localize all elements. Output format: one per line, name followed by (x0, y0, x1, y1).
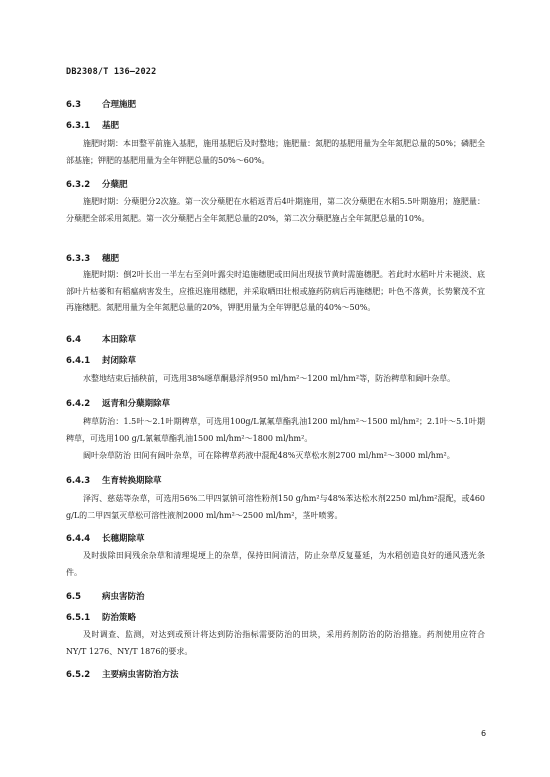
paragraph-transition-weeding: 泽泻、慈菇等杂草，可选用56%二甲四氯钠可溶性粉剂150 g/hm²与48%苯达松水剂2250 ml/hm²混配，或460 g/L的二甲四氯灭草松可溶性液剂2000 ml/hm²～2500 ml/hm²，茎叶喷雾。 (66, 494, 485, 520)
section-number: 6.3 (66, 100, 82, 110)
document-code: DB2308/T 136—2022 (66, 67, 157, 77)
section-number: 6.3.3 (66, 254, 91, 264)
section-heading-6-4-4 (66, 532, 145, 544)
section-title: 本田除草 (102, 335, 137, 345)
section-title: 封闭除草 (102, 356, 137, 366)
section-title: 主要病虫害防治方法 (102, 670, 179, 680)
paragraph-basal-fertilizer: 施肥时期：本田整平前施入基肥，施用基肥后及时整地；施肥量：氮肥的基肥用量为全年氮肥总量的50%；磷肥全部基施；钾肥的基肥用量为全年钾肥总量的50%～60%。 (66, 139, 485, 165)
section-number: 6.5.1 (66, 613, 91, 623)
page-number: 6 (481, 729, 487, 738)
section-number: 6.4.2 (66, 399, 91, 409)
section-heading-6-5-2 (66, 668, 179, 680)
section-heading-6-3-1 (66, 119, 119, 131)
paragraph-tillering-fertilizer: 施肥时期：分蘖肥分2次施。第一次分蘖肥在水稻返青后4叶期施用，第二次分蘖肥在水稻5.5叶期施用；施肥量：分蘖肥全部采用氮肥。第一次分蘖肥占全年氮肥总量的20%，第二次分蘖肥施占全年氮肥总量的10%。 (66, 197, 485, 223)
section-title: 基肥 (102, 121, 120, 131)
paragraph-closed-weeding: 水整地结束后插秧前，可选用38%噁草酮悬浮剂950 ml/hm²～1200 ml/hm²等，防治稗草和阔叶杂草。 (83, 374, 456, 383)
section-number: 6.4.1 (66, 356, 91, 366)
section-number: 6.3.2 (66, 180, 91, 190)
section-heading-6-5 (66, 590, 145, 602)
paragraph-barnyard-grass-control: 稗草防治：1.5叶～2.1叶期稗草，可选用100g/L氰氟草酯乳油1200 ml/hm²～1500 ml/hm²；2.1叶～5.1叶期稗草，可选用100 g/L氰氟草酯乳油1500 ml/hm²～1800 ml/hm²。 (66, 417, 485, 443)
section-number: 6.5.2 (66, 670, 91, 680)
section-title: 生育转换期除草 (102, 476, 162, 486)
section-number: 6.3.1 (66, 121, 91, 131)
section-heading-6-3-2 (66, 178, 128, 190)
section-title: 返青和分蘖期除草 (102, 399, 171, 409)
section-heading-6-4-3 (66, 474, 162, 486)
section-heading-6-3-3 (66, 252, 119, 264)
section-heading-6-3 (66, 98, 136, 110)
section-title: 分蘖肥 (102, 180, 128, 190)
section-title: 防治策略 (102, 613, 137, 623)
section-title: 长穗期除草 (102, 534, 145, 544)
section-number: 6.4 (66, 335, 82, 345)
section-heading-6-4-1 (66, 354, 136, 366)
paragraph-heading-stage-weeding: 及时拔除田间残余杂草和清理堤埂上的杂草，保持田间清洁，防止杂草反复蔓延，为水稻创造良好的通风透光条件。 (66, 551, 485, 577)
section-title: 穗肥 (102, 254, 120, 264)
section-heading-6-4-2 (66, 397, 170, 409)
section-heading-6-5-1 (66, 611, 136, 623)
section-number: 6.4.3 (66, 476, 91, 486)
section-heading-6-4 (66, 333, 136, 345)
paragraph-panicle-fertilizer: 施肥时期：倒2叶长出一半左右至剑叶露尖时追施穗肥或田间出现拔节黄时需施穗肥。若此时水稻叶片未褪淡、底部叶片枯萎和有稻瘟病害发生，应推迟施用穗肥，并采取晒田壮根或施药防病后再施穗肥；叶色不落黄，长势繁茂不宜再施穗肥。氮肥用量为全年氮肥总量的20%，钾肥用量为全年钾肥总量的40%～50%。 (66, 270, 485, 312)
section-number: 6.5 (66, 592, 82, 602)
paragraph-broadleaf-weed-control: 阔叶杂草防治 田间有阔叶杂草，可在除稗草药液中混配48%灭草松水剂2700 ml/hm²～3000 ml/hm²。 (83, 451, 455, 460)
section-title: 病虫害防治 (102, 592, 145, 602)
section-number: 6.4.4 (66, 534, 91, 544)
section-title: 合理施肥 (102, 100, 137, 110)
paragraph-control-strategy: 及时调查、监测，对达到或预计将达到防治指标需要防治的田块，采用药剂防治的防治措施。药剂使用应符合NY/T 1276、NY/T 1876的要求。 (66, 630, 485, 656)
